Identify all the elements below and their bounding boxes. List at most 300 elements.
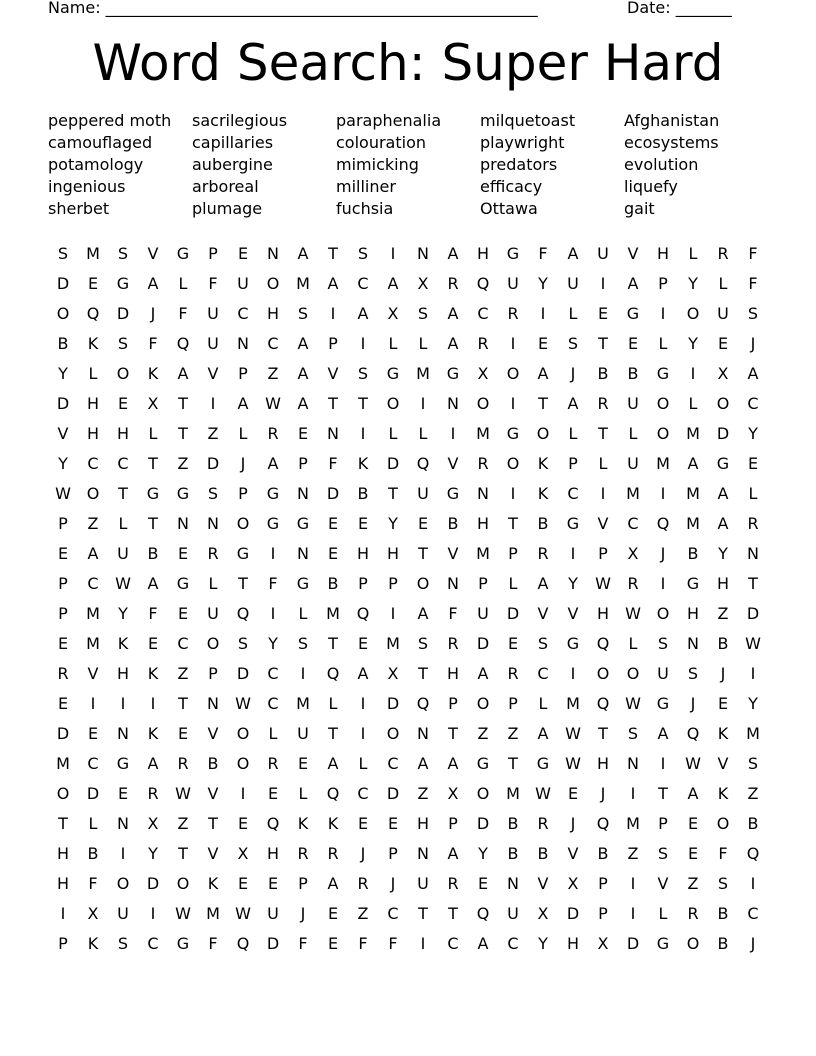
- grid-letter: I: [660, 573, 666, 593]
- grid-letter: M: [56, 753, 70, 773]
- grid-letter: T: [178, 393, 188, 413]
- grid-letter: G: [176, 573, 190, 593]
- word-list-item: mimicking: [336, 155, 419, 174]
- grid-letter: B: [447, 513, 459, 533]
- grid-letter: L: [178, 273, 188, 293]
- grid-letter: X: [387, 663, 399, 683]
- grid-letter: S: [357, 243, 369, 263]
- grid-letter: M: [86, 633, 100, 653]
- grid-letter: V: [717, 753, 729, 773]
- grid-letter: L: [508, 573, 518, 593]
- grid-letter: J: [660, 543, 666, 563]
- grid-letter: A: [327, 873, 339, 893]
- grid-letter: I: [360, 723, 366, 743]
- grid-letter: T: [598, 723, 608, 743]
- grid-letter: T: [538, 393, 548, 413]
- grid-letter: G: [626, 303, 640, 323]
- grid-letter: A: [297, 393, 309, 413]
- grid-letter: J: [690, 693, 696, 713]
- grid-letter: E: [297, 753, 309, 773]
- grid-letter: O: [506, 363, 520, 383]
- grid-letter: V: [207, 363, 219, 383]
- grid-letter: M: [476, 423, 490, 443]
- grid-letter: G: [116, 273, 130, 293]
- grid-letter: S: [297, 633, 309, 653]
- grid-letter: Q: [596, 813, 610, 833]
- grid-letter: I: [150, 693, 156, 713]
- grid-letter: U: [477, 603, 489, 623]
- grid-letter: S: [57, 243, 69, 263]
- grid-letter: H: [56, 873, 70, 893]
- grid-letter: B: [747, 813, 759, 833]
- grid-letter: W: [175, 903, 191, 923]
- grid-letter: I: [450, 423, 456, 443]
- grid-letter: I: [270, 543, 276, 563]
- grid-letter: A: [447, 753, 459, 773]
- grid-letter: M: [626, 813, 640, 833]
- grid-letter: G: [116, 753, 130, 773]
- grid-letter: Y: [688, 273, 698, 293]
- grid-letter: E: [267, 873, 279, 893]
- grid-letter: A: [417, 603, 429, 623]
- grid-letter: N: [417, 243, 429, 263]
- grid-letter: Q: [596, 693, 610, 713]
- grid-letter: T: [508, 513, 518, 533]
- grid-letter: B: [507, 843, 519, 863]
- grid-letter: I: [150, 903, 156, 923]
- word-list-item: ecosystems: [624, 133, 719, 152]
- grid-letter: Q: [326, 783, 340, 803]
- grid-letter: D: [86, 783, 100, 803]
- grid-letter: B: [87, 843, 99, 863]
- grid-letter: N: [417, 723, 429, 743]
- grid-letter: X: [417, 273, 429, 293]
- grid-letter: V: [327, 363, 339, 383]
- grid-letter: H: [266, 843, 280, 863]
- grid-letter: D: [476, 813, 490, 833]
- word-list-item: Afghanistan: [624, 111, 720, 130]
- grid-letter: J: [300, 903, 306, 923]
- grid-letter: R: [477, 453, 489, 473]
- grid-letter: M: [686, 513, 700, 533]
- grid-letter: B: [147, 543, 159, 563]
- grid-letter: E: [327, 903, 339, 923]
- grid-letter: I: [630, 783, 636, 803]
- grid-letter: N: [747, 543, 759, 563]
- grid-letter: E: [417, 513, 429, 533]
- grid-letter: D: [326, 483, 340, 503]
- grid-letter: E: [747, 453, 759, 473]
- grid-letter: Z: [687, 873, 699, 893]
- grid-letter: M: [416, 363, 430, 383]
- grid-letter: G: [266, 483, 280, 503]
- grid-letter: N: [477, 483, 489, 503]
- grid-letter: Y: [58, 453, 68, 473]
- grid-letter: E: [357, 633, 369, 653]
- grid-letter: K: [147, 363, 159, 383]
- grid-letter: O: [56, 783, 70, 803]
- grid-letter: T: [178, 843, 188, 863]
- grid-letter: T: [448, 903, 458, 923]
- grid-letter: Y: [268, 633, 278, 653]
- grid-letter: H: [416, 813, 430, 833]
- grid-letter: F: [148, 333, 158, 353]
- grid-letter: P: [448, 813, 458, 833]
- grid-letter: O: [236, 723, 250, 743]
- grid-letter: A: [267, 453, 279, 473]
- grid-letter: H: [446, 663, 460, 683]
- grid-letter: V: [207, 783, 219, 803]
- grid-letter: P: [448, 693, 458, 713]
- grid-letter: A: [567, 393, 579, 413]
- grid-letter: H: [116, 663, 130, 683]
- grid-letter: Z: [87, 513, 99, 533]
- grid-letter: B: [537, 843, 549, 863]
- grid-letter: V: [597, 513, 609, 533]
- grid-letter: R: [57, 663, 69, 683]
- word-list-item: arboreal: [192, 177, 259, 196]
- grid-letter: G: [146, 483, 160, 503]
- grid-letter: S: [537, 633, 549, 653]
- grid-letter: A: [297, 243, 309, 263]
- grid-letter: M: [626, 483, 640, 503]
- letter-grid: [48, 238, 768, 958]
- grid-letter: O: [386, 723, 400, 743]
- grid-letter: B: [717, 903, 729, 923]
- grid-letter: I: [570, 663, 576, 683]
- grid-letter: D: [146, 873, 160, 893]
- grid-letter: S: [627, 723, 639, 743]
- grid-letter: C: [87, 753, 99, 773]
- grid-letter: K: [147, 663, 159, 683]
- grid-letter: S: [297, 303, 309, 323]
- grid-letter: N: [207, 693, 219, 713]
- grid-letter: K: [87, 933, 99, 953]
- grid-letter: E: [237, 243, 249, 263]
- grid-letter: P: [658, 273, 668, 293]
- grid-letter: T: [328, 393, 338, 413]
- grid-letter: A: [477, 933, 489, 953]
- grid-letter: C: [747, 903, 759, 923]
- grid-letter: E: [177, 603, 189, 623]
- grid-letter: L: [628, 423, 638, 443]
- grid-letter: Y: [148, 843, 158, 863]
- grid-letter: S: [747, 753, 759, 773]
- grid-letter: C: [477, 303, 489, 323]
- grid-letter: I: [600, 273, 606, 293]
- grid-letter: L: [298, 603, 308, 623]
- grid-letter: F: [358, 933, 368, 953]
- word-list-item: peppered moth: [48, 111, 172, 130]
- grid-letter: E: [717, 333, 729, 353]
- grid-letter: U: [417, 483, 429, 503]
- grid-letter: H: [596, 753, 610, 773]
- grid-letter: S: [687, 663, 699, 683]
- grid-letter: N: [117, 723, 129, 743]
- grid-letter: E: [327, 543, 339, 563]
- grid-letter: O: [716, 393, 730, 413]
- grid-letter: V: [447, 453, 459, 473]
- grid-letter: E: [87, 273, 99, 293]
- grid-letter: W: [235, 693, 251, 713]
- word-list-item: fuchsia: [336, 199, 394, 218]
- grid-letter: K: [537, 453, 549, 473]
- grid-letter: P: [388, 573, 398, 593]
- grid-letter: G: [686, 573, 700, 593]
- grid-letter: P: [598, 873, 608, 893]
- grid-letter: L: [118, 513, 128, 533]
- grid-letter: N: [687, 633, 699, 653]
- grid-letter: T: [748, 573, 758, 593]
- grid-letter: D: [716, 423, 730, 443]
- grid-letter: I: [570, 543, 576, 563]
- grid-letter: T: [418, 903, 428, 923]
- grid-letter: R: [177, 753, 189, 773]
- grid-letter: J: [750, 933, 756, 953]
- grid-letter: C: [627, 513, 639, 533]
- grid-letter: A: [567, 243, 579, 263]
- grid-letter: S: [237, 633, 249, 653]
- grid-letter: U: [297, 723, 309, 743]
- grid-letter: T: [178, 693, 188, 713]
- grid-letter: U: [627, 453, 639, 473]
- word-list-item: paraphenalia: [336, 111, 442, 130]
- grid-letter: D: [206, 453, 220, 473]
- grid-letter: P: [568, 453, 578, 473]
- grid-letter: P: [658, 813, 668, 833]
- grid-letter: R: [507, 663, 519, 683]
- grid-letter: H: [686, 603, 700, 623]
- grid-letter: E: [327, 513, 339, 533]
- grid-letter: U: [117, 903, 129, 923]
- grid-letter: K: [147, 723, 159, 743]
- grid-letter: G: [266, 513, 280, 533]
- grid-letter: O: [716, 813, 730, 833]
- grid-letter: F: [748, 243, 758, 263]
- grid-letter: T: [388, 483, 398, 503]
- grid-letter: J: [570, 363, 576, 383]
- grid-letter: U: [657, 663, 669, 683]
- word-list-item: Ottawa: [480, 199, 538, 218]
- grid-letter: P: [478, 573, 488, 593]
- grid-letter: P: [238, 363, 248, 383]
- grid-letter: O: [116, 873, 130, 893]
- grid-letter: C: [447, 933, 459, 953]
- grid-letter: S: [117, 333, 129, 353]
- grid-letter: F: [208, 933, 218, 953]
- grid-letter: O: [386, 393, 400, 413]
- grid-letter: A: [147, 573, 159, 593]
- grid-letter: E: [357, 513, 369, 533]
- grid-letter: M: [476, 543, 490, 563]
- grid-letter: K: [717, 723, 729, 743]
- grid-letter: E: [627, 333, 639, 353]
- word-list-item: evolution: [624, 155, 699, 174]
- grid-letter: T: [418, 663, 428, 683]
- grid-letter: I: [420, 933, 426, 953]
- grid-letter: L: [328, 693, 338, 713]
- grid-letter: E: [717, 693, 729, 713]
- grid-letter: A: [447, 333, 459, 353]
- grid-letter: E: [87, 723, 99, 743]
- grid-letter: D: [746, 603, 760, 623]
- grid-letter: K: [717, 783, 729, 803]
- grid-letter: Z: [177, 813, 189, 833]
- grid-letter: G: [176, 933, 190, 953]
- grid-letter: Z: [207, 423, 219, 443]
- grid-letter: G: [506, 423, 520, 443]
- grid-letter: S: [717, 873, 729, 893]
- grid-letter: I: [540, 303, 546, 323]
- grid-letter: Z: [627, 843, 639, 863]
- grid-letter: F: [88, 873, 98, 893]
- grid-letter: P: [598, 903, 608, 923]
- grid-letter: O: [536, 423, 550, 443]
- grid-letter: L: [88, 363, 98, 383]
- grid-letter: B: [357, 483, 369, 503]
- grid-letter: A: [327, 273, 339, 293]
- grid-letter: A: [447, 243, 459, 263]
- grid-letter: R: [327, 843, 339, 863]
- grid-letter: E: [177, 543, 189, 563]
- grid-letter: I: [660, 303, 666, 323]
- grid-letter: Y: [688, 333, 698, 353]
- grid-letter: W: [265, 393, 281, 413]
- grid-letter: G: [386, 363, 400, 383]
- grid-letter: U: [237, 273, 249, 293]
- grid-letter: E: [507, 633, 519, 653]
- grid-letter: E: [117, 393, 129, 413]
- grid-letter: W: [625, 603, 641, 623]
- grid-letter: A: [327, 753, 339, 773]
- grid-letter: H: [476, 243, 490, 263]
- grid-letter: I: [240, 783, 246, 803]
- grid-letter: A: [717, 483, 729, 503]
- page-title: Word Search: Super Hard: [92, 34, 724, 92]
- grid-letter: B: [537, 513, 549, 533]
- grid-letter: U: [417, 873, 429, 893]
- grid-letter: B: [627, 363, 639, 383]
- grid-letter: C: [177, 633, 189, 653]
- grid-letter: Q: [86, 303, 100, 323]
- grid-letter: S: [417, 303, 429, 323]
- grid-letter: F: [748, 273, 758, 293]
- grid-letter: R: [597, 393, 609, 413]
- grid-letter: N: [297, 543, 309, 563]
- grid-letter: O: [56, 303, 70, 323]
- grid-letter: R: [477, 333, 489, 353]
- grid-letter: N: [447, 573, 459, 593]
- grid-letter: X: [387, 303, 399, 323]
- grid-letter: K: [87, 333, 99, 353]
- grid-letter: R: [447, 873, 459, 893]
- grid-letter: P: [388, 843, 398, 863]
- grid-letter: Z: [357, 903, 369, 923]
- grid-letter: F: [538, 243, 548, 263]
- grid-letter: C: [747, 393, 759, 413]
- grid-letter: Y: [568, 573, 578, 593]
- grid-letter: P: [508, 693, 518, 713]
- grid-letter: N: [507, 873, 519, 893]
- grid-letter: I: [510, 393, 516, 413]
- grid-letter: I: [120, 693, 126, 713]
- grid-letter: E: [57, 633, 69, 653]
- grid-letter: T: [598, 333, 608, 353]
- grid-letter: D: [386, 453, 400, 473]
- grid-letter: Z: [717, 603, 729, 623]
- grid-letter: V: [537, 603, 549, 623]
- grid-letter: O: [656, 423, 670, 443]
- grid-letter: R: [687, 903, 699, 923]
- grid-letter: T: [598, 423, 608, 443]
- grid-letter: P: [238, 483, 248, 503]
- grid-letter: W: [55, 483, 71, 503]
- grid-letter: T: [118, 483, 128, 503]
- grid-letter: W: [565, 753, 581, 773]
- grid-letter: E: [57, 543, 69, 563]
- grid-letter: E: [687, 843, 699, 863]
- grid-letter: U: [507, 273, 519, 293]
- grid-letter: J: [240, 453, 246, 473]
- grid-letter: E: [237, 873, 249, 893]
- grid-letter: T: [148, 513, 158, 533]
- grid-letter: R: [267, 753, 279, 773]
- grid-letter: S: [657, 843, 669, 863]
- grid-letter: S: [117, 933, 129, 953]
- grid-letter: A: [297, 333, 309, 353]
- grid-letter: A: [447, 843, 459, 863]
- grid-letter: X: [537, 903, 549, 923]
- grid-letter: C: [87, 453, 99, 473]
- grid-letter: Q: [476, 903, 490, 923]
- grid-letter: U: [567, 273, 579, 293]
- grid-letter: U: [267, 903, 279, 923]
- grid-letter: I: [330, 303, 336, 323]
- grid-letter: L: [298, 783, 308, 803]
- grid-letter: W: [535, 783, 551, 803]
- grid-letter: C: [267, 693, 279, 713]
- grid-letter: F: [298, 933, 308, 953]
- grid-letter: D: [266, 933, 280, 953]
- grid-letter: V: [657, 873, 669, 893]
- grid-letter: W: [175, 783, 191, 803]
- grid-letter: U: [597, 243, 609, 263]
- grid-letter: Q: [266, 813, 280, 833]
- grid-letter: R: [747, 513, 759, 533]
- grid-letter: L: [268, 723, 278, 743]
- grid-letter: B: [207, 753, 219, 773]
- grid-letter: F: [388, 933, 398, 953]
- grid-letter: K: [117, 633, 129, 653]
- grid-letter: D: [566, 903, 580, 923]
- grid-letter: D: [56, 393, 70, 413]
- word-list-item: predators: [480, 155, 558, 174]
- grid-letter: A: [357, 663, 369, 683]
- grid-letter: L: [208, 573, 218, 593]
- grid-letter: Q: [416, 453, 430, 473]
- grid-letter: A: [627, 273, 639, 293]
- grid-letter: V: [207, 723, 219, 743]
- grid-letter: A: [177, 363, 189, 383]
- grid-letter: C: [387, 753, 399, 773]
- date-field: Date: _______: [627, 0, 732, 17]
- grid-letter: J: [600, 783, 606, 803]
- grid-letter: T: [448, 723, 458, 743]
- grid-letter: R: [447, 633, 459, 653]
- grid-letter: G: [656, 933, 670, 953]
- grid-letter: D: [386, 693, 400, 713]
- grid-letter: O: [116, 363, 130, 383]
